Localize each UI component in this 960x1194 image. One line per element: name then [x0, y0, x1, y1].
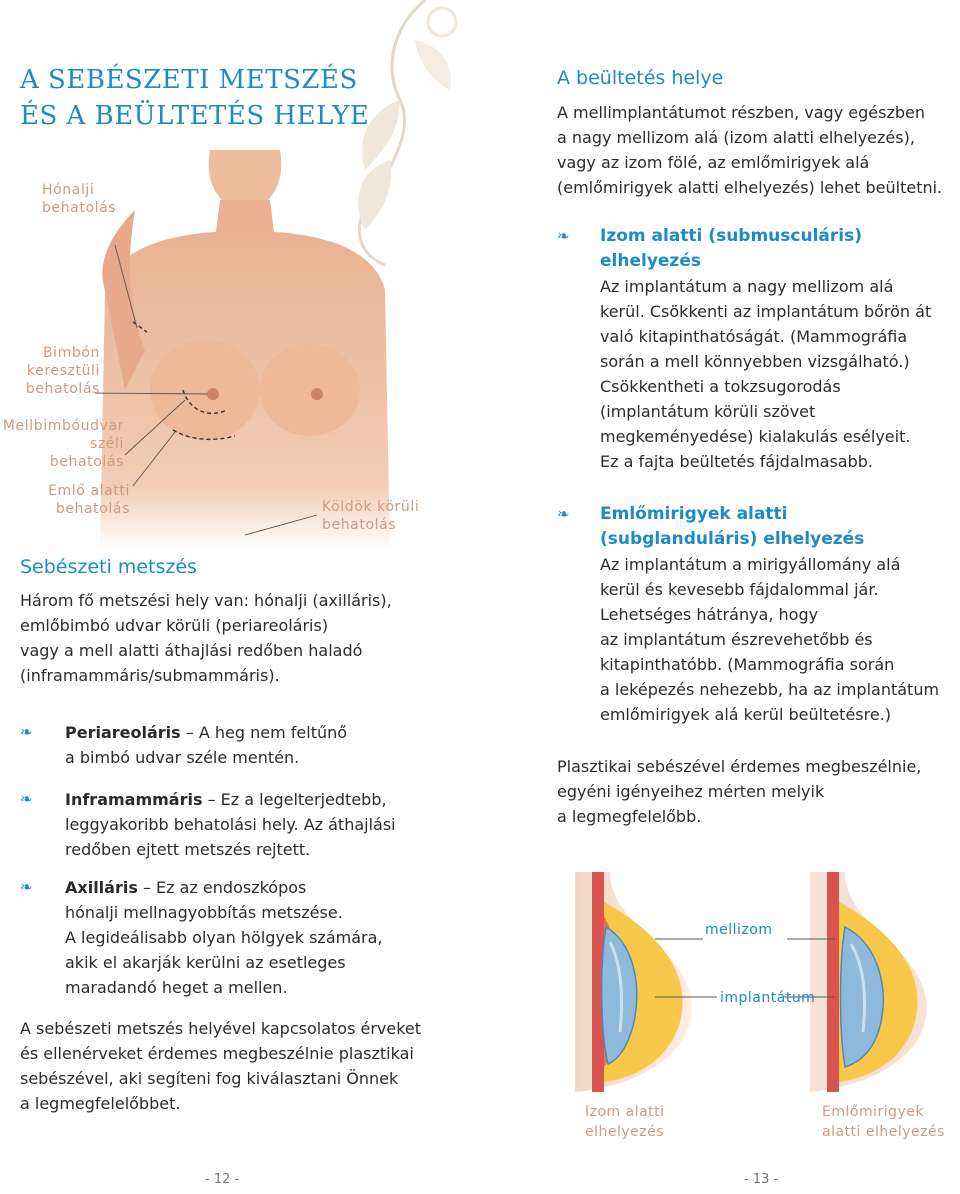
callout-periumbilical-line-2: behatolás	[322, 517, 397, 533]
callout-transnipple-line-3: behatolás	[25, 381, 100, 397]
callout-periareolar	[0, 417, 124, 471]
item-heading-subglandular	[600, 502, 939, 552]
item-term: Periareoláris	[65, 723, 181, 742]
title-line-1: A SEBÉSZETI METSZÉS	[20, 65, 358, 95]
item-heading-submuscular	[600, 224, 931, 274]
callout-inframammary-line-1: Emlő alatti	[48, 483, 130, 499]
item-text: A legideálisabb olyan hölgyek számára,	[65, 928, 383, 947]
item-text: kerül. Csökkenti az implantátum bőrön át	[600, 302, 932, 321]
item-term: Inframammáris	[65, 790, 203, 809]
bullet-icon: ❧	[20, 723, 33, 741]
item-text: – Ez az endoszkópos	[142, 878, 307, 897]
callout-axillary-line-2: behatolás	[42, 200, 117, 216]
caption-line: alatti elhelyezés	[822, 1124, 945, 1140]
item-text: redőben ejtett metszés rejtett.	[65, 840, 311, 859]
item-text: hónalji mellnagyobbítás metszése.	[65, 903, 343, 922]
caption-subglandular	[822, 1102, 945, 1142]
callout-axillary	[42, 181, 116, 217]
item-text: során a mell könnyebben vizsgálható.)	[600, 352, 910, 371]
callout-axillary-line-1: Hónalji	[42, 182, 95, 198]
intro-paragraph-placement	[557, 100, 942, 200]
callout-transnipple	[0, 344, 100, 398]
item-text: az implantátum észrevehetőbb és	[600, 630, 873, 649]
callout-periumbilical	[322, 498, 419, 534]
item-text: maradandó heget a mellen.	[65, 978, 288, 997]
item-text: megkeményedése) kialakulás esélyeit.	[600, 427, 911, 446]
callout-periareolar-line-1: Mellbimbóudvar	[2, 418, 124, 434]
intro-line: (inframammáris/submammáris).	[20, 666, 280, 685]
item-text: Ez a fajta beültetés fájdalmasabb.	[600, 452, 873, 471]
closing-line: Plasztikai sebészével érdemes megbeszélnie,	[557, 757, 922, 776]
intro-paragraph-incision	[20, 588, 392, 688]
callout-inframammary	[0, 482, 130, 518]
intro-line: emlőbimbó udvar körüli (periareoláris)	[20, 616, 329, 635]
list-item-axillary	[65, 875, 382, 1000]
intro-line: A mellimplantátumot részben, vagy egészben	[557, 103, 925, 122]
item-text: – A heg nem feltűnő	[185, 723, 348, 742]
bullet-icon: ❧	[20, 878, 33, 896]
item-text: Az implantátum a nagy mellizom alá	[600, 277, 894, 296]
list-item-subglandular	[600, 502, 939, 727]
bullet-icon: ❧	[20, 790, 33, 808]
callout-periumbilical-line-1: Köldök körüli	[322, 499, 420, 515]
bullet-icon: ❧	[557, 505, 570, 523]
item-heading-line: Emlőmirigyek alatti	[600, 504, 788, 524]
caption-submuscular	[585, 1102, 665, 1142]
caption-line: Izom alatti	[585, 1104, 665, 1120]
item-heading-line: elhelyezés	[600, 251, 701, 271]
section-heading-placement: A beültetés helye	[557, 67, 724, 89]
intro-line: a nagy mellizom alá (izom alatti elhelyezés),	[557, 128, 915, 147]
item-text: akik el akarják kerülni az esetleges	[65, 953, 346, 972]
intro-line: (emlőmirigyek alatti elhelyezés) lehet beültetni.	[557, 178, 943, 197]
item-text: (implantátum körüli szövet	[600, 402, 816, 421]
caption-line: Emlőmirigyek	[822, 1104, 925, 1120]
list-item-submuscular	[600, 224, 931, 474]
item-text: Lehetséges hátránya, hogy	[600, 605, 819, 624]
closing-line: a legmegfelelőbbet.	[20, 1094, 181, 1113]
title-line-2: ÉS A BEÜLTETÉS HELYE	[20, 101, 370, 131]
item-text: a bimbó udvar széle mentén.	[65, 748, 300, 767]
page-title	[20, 62, 369, 134]
item-text: – Ez a legelterjedtebb,	[207, 790, 387, 809]
item-heading-line: (subglanduláris) elhelyezés	[600, 529, 865, 549]
callout-transnipple-line-2: keresztüli	[26, 363, 100, 379]
label-muscle: mellizom	[705, 922, 773, 938]
closing-line: és ellenérveket érdemes megbeszélnie plasztikai	[20, 1044, 414, 1063]
page-number-right: - 13 -	[744, 1172, 779, 1187]
closing-line: egyéni igényeihez mérten melyik	[557, 782, 825, 801]
item-text: Csökkentheti a tokzsugorodás	[600, 377, 841, 396]
callout-transnipple-line-1: Bimbón	[42, 345, 100, 361]
item-text: emlőmirigyek alá kerül beültetésre.)	[600, 705, 892, 724]
item-heading-line: Izom alatti (submusculáris)	[600, 226, 862, 246]
list-item-periareolar	[65, 720, 347, 770]
item-body	[600, 274, 931, 474]
intro-line: Három fő metszési hely van: hónalji (axilláris),	[20, 591, 392, 610]
callout-inframammary-line-2: behatolás	[55, 501, 130, 517]
item-text: kerül és kevesebb fájdalommal jár.	[600, 580, 879, 599]
closing-paragraph-right	[557, 754, 921, 829]
closing-line: A sebészeti metszés helyével kapcsolatos érveket	[20, 1019, 422, 1038]
item-text: való kitapinthatóságát. (Mammográfia	[600, 327, 908, 346]
caption-line: elhelyezés	[585, 1124, 665, 1140]
item-text: Az implantátum a mirigyállomány alá	[600, 555, 901, 574]
callout-periareolar-line-2: széli	[89, 436, 124, 452]
section-heading-incision: Sebészeti metszés	[20, 556, 197, 578]
intro-line: vagy a mell alatti áthajlási redőben haladó	[20, 641, 363, 660]
closing-line: a legmegfelelőbb.	[557, 807, 702, 826]
page-number-left: - 12 -	[205, 1172, 240, 1187]
intro-line: vagy az izom fölé, az emlőmirigyek alá	[557, 153, 870, 172]
item-text: leggyakoribb behatolási hely. Az áthajlási	[65, 815, 396, 834]
item-term: Axilláris	[65, 878, 138, 897]
item-text: a leképezés nehezebb, ha az implantátum	[600, 680, 940, 699]
callout-periareolar-line-3: behatolás	[49, 454, 124, 470]
list-item-inframammary	[65, 787, 396, 862]
item-body	[600, 552, 939, 727]
bullet-icon: ❧	[557, 227, 570, 245]
item-text: kitapinthatóbb. (Mammográfia során	[600, 655, 895, 674]
closing-line: sebészével, aki segíteni fog kiválasztani Önnek	[20, 1069, 399, 1088]
closing-paragraph-left	[20, 1016, 421, 1116]
label-implant: implantátum	[720, 990, 816, 1006]
